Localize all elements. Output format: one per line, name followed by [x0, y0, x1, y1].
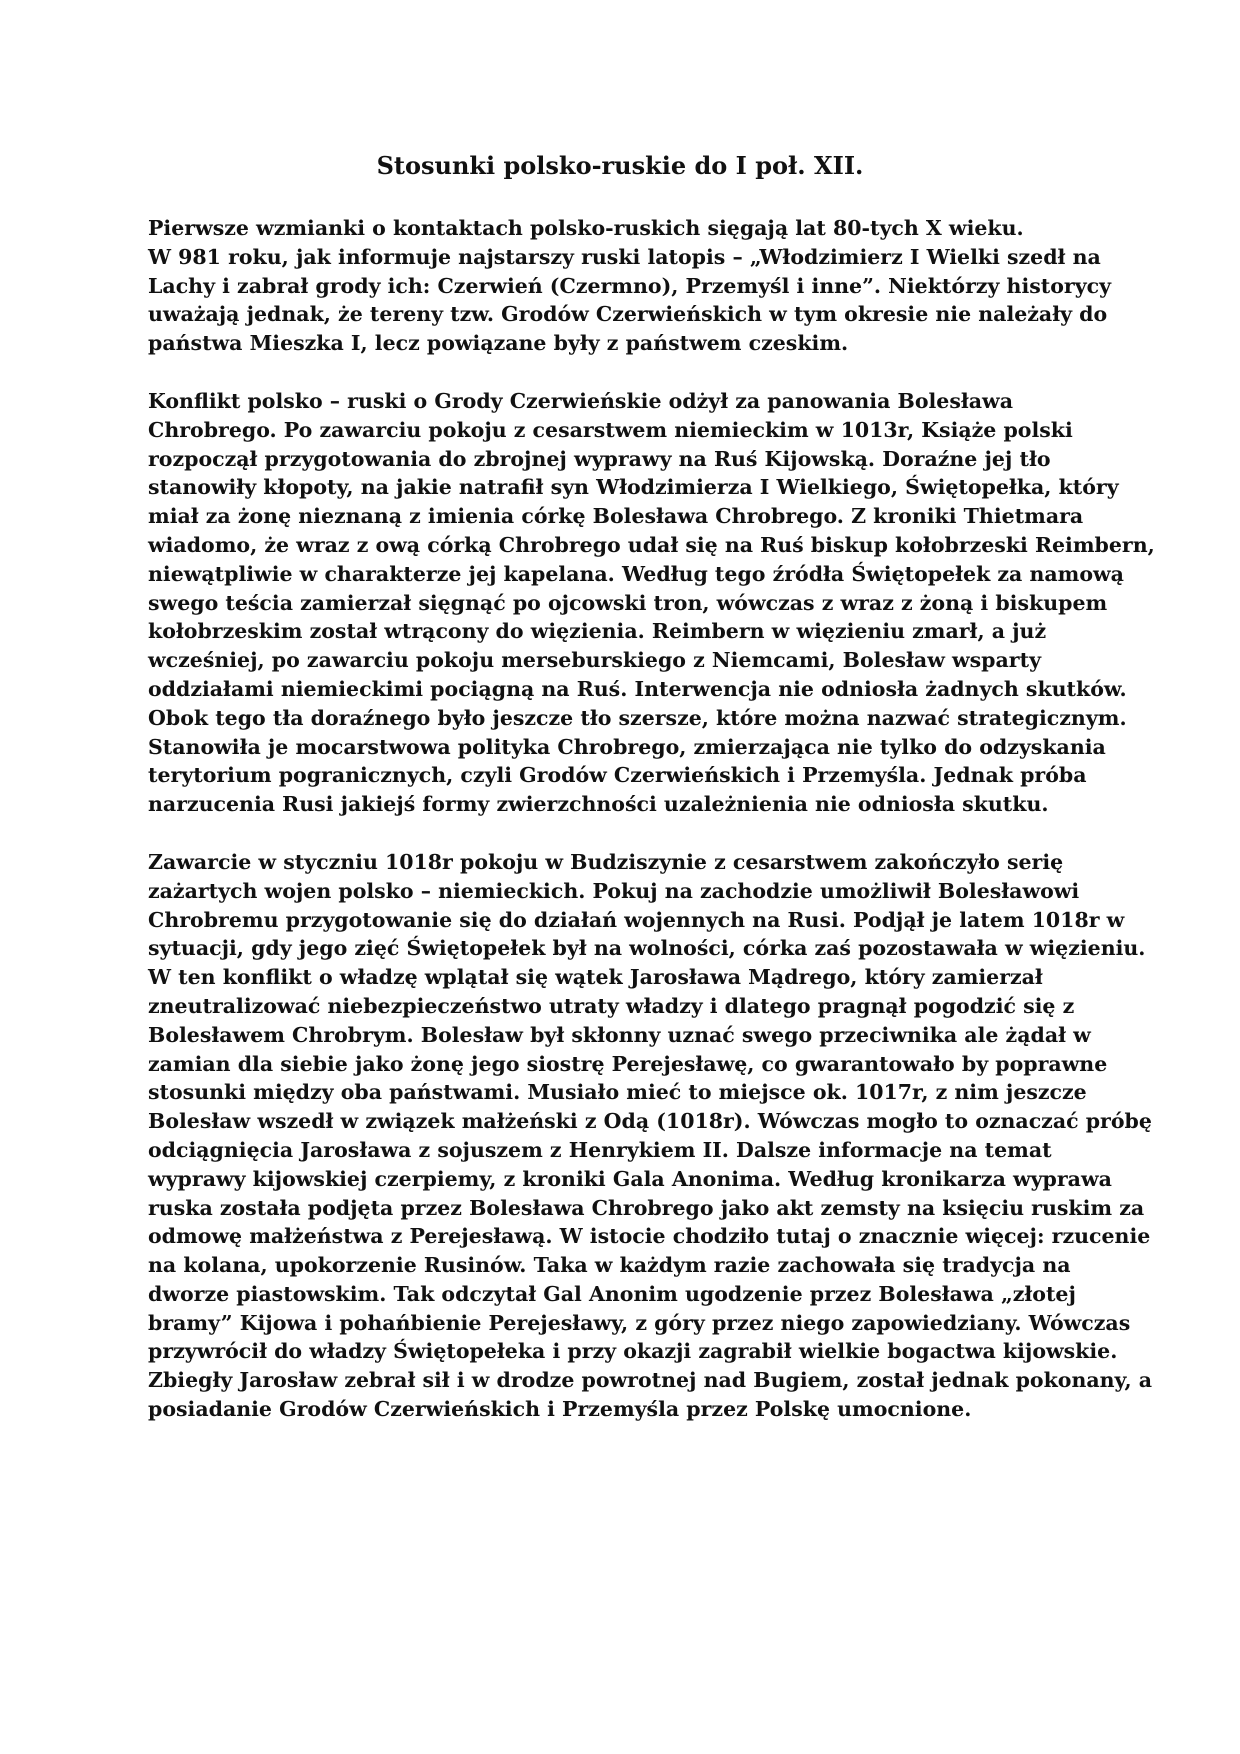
text-line: stosunki między oba państwami. Musiało mieć to miejsce ok. 1017r, z nim jeszcze [148, 1080, 1087, 1105]
text-line: miał za żonę nieznaną z imienia córkę Bolesława Chrobrego. Z kroniki Thietmara [148, 504, 1084, 529]
text-line: Bolesław wszedł w związek małżeński z Odą (1018r). Wówczas mogło to oznaczać próbę [148, 1109, 1152, 1134]
text-line: odmowę małżeństwa z Perejesławą. W istocie chodziło tutaj o znacznie więcej: rzucenie [148, 1224, 1151, 1249]
paragraph-2 [148, 387, 1155, 819]
text-line: Chrobremu przygotowanie się do działań wojennych na Rusi. Podjął je latem 1018r w [148, 907, 1125, 932]
document-title: Stosunki polsko-ruskie do I poł. XII. [376, 151, 864, 180]
text-line: Pierwsze wzmianki o kontaktach polsko-ruskich sięgają lat 80-tych X wieku. [148, 216, 1024, 240]
text-line: Chrobrego. Po zawarciu pokoju z cesarstwem niemieckim w 1013r, Książe polski [148, 417, 1073, 442]
text-line: Zawarcie w styczniu 1018r pokoju w Budziszynie z cesarstwem zakończyło serię [148, 849, 1064, 874]
text-line: bramy” Kijowa i pohańbienie Perejesławy, z góry przez niego zapowiedziany. Wówczas [148, 1310, 1131, 1335]
text-line: Zbiegły Jarosław zebrał sił i w drodze powrotnej nad Bugiem, został jednak pokonany, a [148, 1368, 1153, 1393]
text-line: posiadanie Grodów Czerwieńskich i Przemyśla przez Polskę umocnione. [148, 1397, 972, 1422]
text-line: przywrócił do władzy Świętopełeka i przy okazji zagrabił wielkie bogactwa kijowskie. [148, 1339, 1118, 1364]
text-line: odciągnięcia Jarosława z sojuszem z Henrykiem II. Dalsze informacje na temat [148, 1137, 1052, 1162]
text-line: Lachy i zabrał grody ich: Czerwień (Czermno), Przemyśl i inne”. Niektórzy historycy [148, 273, 1112, 298]
text-line: na kolana, upokorzenie Rusinów. Taka w każdym razie zachowała się tradycja na [148, 1253, 1071, 1278]
text-line: kołobrzeskim został wtrącony do więzienia. Reimbern w więzieniu zmarł, a już [148, 619, 1047, 644]
text-line: oddziałami niemieckimi pociągną na Ruś. Interwencja nie odniosła żadnych skutków. [148, 676, 1127, 701]
text-line: W ten konflikt o władzę wplątał się wątek Jarosława Mądrego, który zamierzał [148, 965, 1043, 990]
text-line: sytuacji, gdy jego zięć Świętopełek był na wolności, córka zaś pozostawała w więzieniu. [148, 936, 1146, 961]
text-line: Bolesławem Chrobrym. Bolesław był skłonny uznać swego przeciwnika ale żądał w [148, 1022, 1091, 1047]
text-line: zażartych wojen polsko – niemieckich. Pokuj na zachodzie umożliwił Bolesławowi [148, 878, 1080, 903]
document-body [148, 214, 1155, 1453]
text-line: dworze piastowskim. Tak odczytał Gal Anonim ugodzenie przez Bolesława „złotej [148, 1281, 1076, 1306]
text-line: rozpoczął przygotowania do zbrojnej wyprawy na Ruś Kijowską. Doraźne jej tło [148, 446, 1051, 471]
text-line: Obok tego tła doraźnego było jeszcze tło szersze, które można nazwać strategicznym. [148, 705, 1127, 730]
text-line: stanowiły kłopoty, na jakie natrafił syn Włodzimierza I Wielkiego, Świętopełka, który [148, 475, 1119, 500]
text-line: ruska została podjęta przez Bolesława Chrobrego jako akt zemsty na księciu ruskim za [148, 1195, 1145, 1220]
text-line: swego teścia zamierzał sięgnąć po ojcowski tron, wówczas z wraz z żoną i biskupem [148, 590, 1108, 615]
text-line: W 981 roku, jak informuje najstarszy ruski latopis – „Włodzimierz I Wielki szedł na [148, 244, 1101, 269]
text-line: Stanowiła je mocarstwowa polityka Chrobrego, zmierzająca nie tylko do odzyskania [148, 734, 1106, 759]
text-line: narzucenia Rusi jakiejś formy zwierzchności uzależnienia nie odniosła skutku. [148, 792, 1049, 817]
text-line: niewątpliwie w charakterze jej kapelana. Według tego źródła Świętopełek za namową [148, 561, 1124, 586]
text-line: zamian dla siebie jako żonę jego siostrę Perejesławę, co gwarantowało by poprawne [148, 1051, 1108, 1076]
paragraph-1 [148, 214, 1112, 358]
text-line: terytorium pogranicznych, czyli Grodów Czerwieńskich i Przemyśla. Jednak próba [148, 763, 1087, 788]
text-line: zneutralizować niebezpieczeństwo utraty władzy i dlatego pragnął pogodzić się z [148, 993, 1075, 1018]
text-line: wcześniej, po zawarciu pokoju merseburskiego z Niemcami, Bolesław wsparty [148, 648, 1041, 673]
text-line: wiadomo, że wraz z ową córką Chrobrego udał się na Ruś biskup kołobrzeski Reimbern, [148, 532, 1155, 557]
text-line: uważają jednak, że tereny tzw. Grodów Czerwieńskich w tym okresie nie należały do [148, 302, 1108, 327]
text-line: wyprawy kijowskiej czerpiemy, z kroniki Gala Anonima. Według kronikarza wyprawa [148, 1166, 1112, 1191]
text-line: państwa Mieszka I, lecz powiązane były z państwem czeskim. [148, 331, 849, 356]
text-line: Konflikt polsko – ruski o Grody Czerwieńskie odżył za panowania Bolesława [148, 388, 1013, 413]
paragraph-3 [148, 848, 1153, 1424]
